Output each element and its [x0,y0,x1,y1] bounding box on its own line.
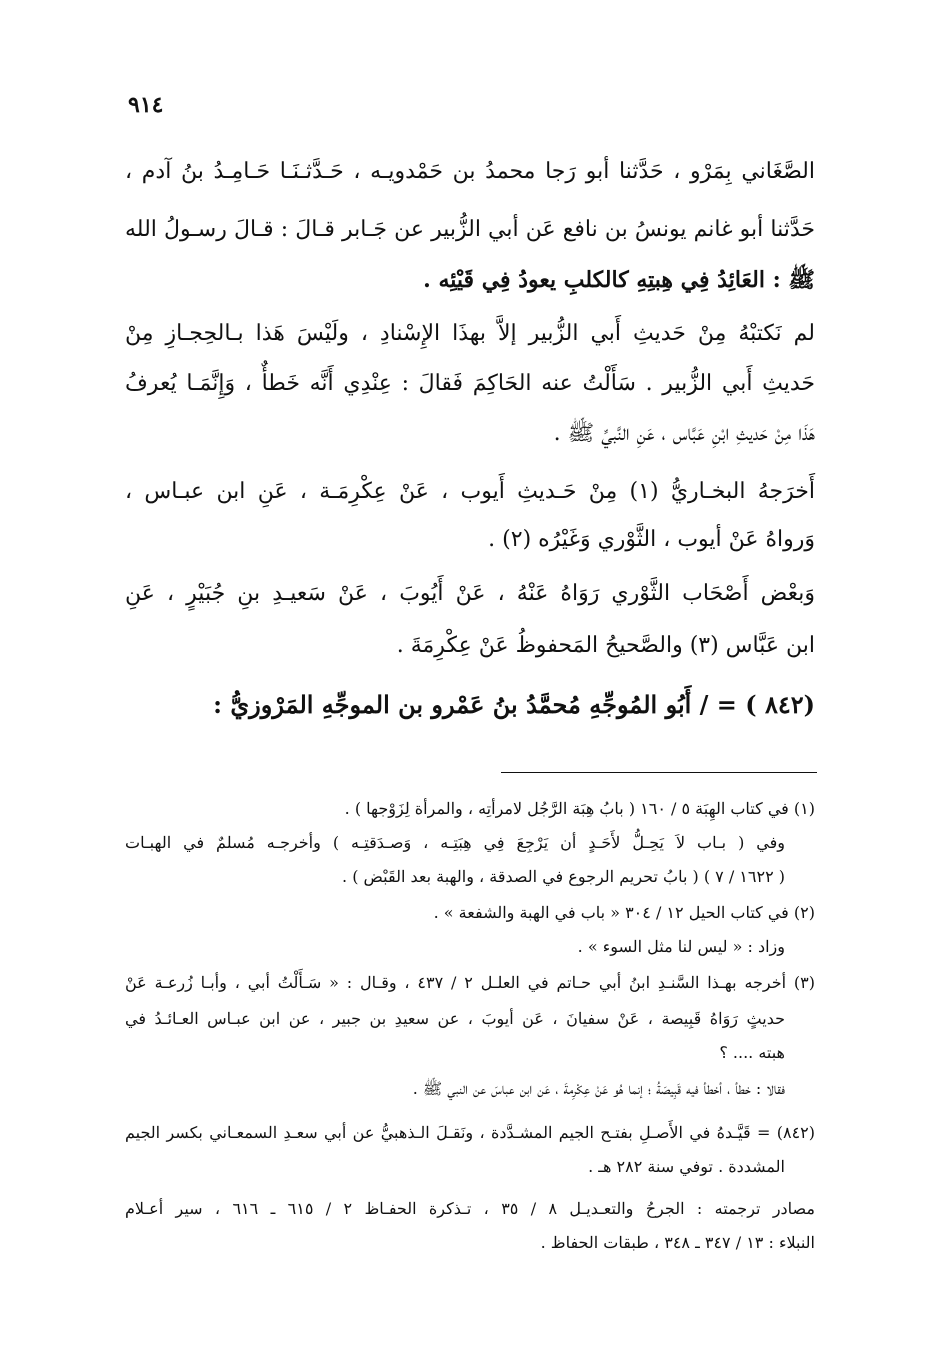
commentary-line-1: لم نَكتبْهُ مِنْ حَديثِ أَبي الزُّبير إلاَّ بهذَا الإِسْنادِ ، ولَيْسَ هَذا بـالحِجـازِ مِنْ [125,321,815,346]
footnote-2-line-2: وزاد : « ليس لنا مثل السوء » . [577,937,785,956]
commentary-line-2: حَديثِ أَبي الزُّبير . سَأَلْتُ عنه الحَاكِمَ فَقالَ : عِنْدِي أَنَّه خَطأٌ ، وَإِنَّمَـا يُعرفُ [125,371,815,396]
footnote-3-line-3: هبته .... ؟ [719,1043,785,1062]
takhrij-line-1: أَخرَجهُ البخـاريُّ (١) مِنْ حَـديثِ أَيوب ، عَنْ عِكْرِمَـة ، عَنِ ابن عبـاس ، [125,479,815,504]
footnote-3-line-4: فقالا : خطأ ، أخطأ فيه قَبِيصَةُ ؛ إنما هُو عَنْ عِكْرِمةَ ، عَن ابن عباسَ عن النبي ﷺ . [412,1079,785,1098]
hadith-chain-line-2: حَدَّثنا أبو غانم يونسُ بن نافع عَن أبي الزُّبير عن جَـابر قـالَ : قـالَ رسـولُ الله [125,217,815,242]
footnote-2-line-1: (٢) في كتاب الحيل ١٢ / ٣٠٤ « باب في الهبة والشفعة » . [433,903,815,922]
footnote-divider [501,772,817,773]
biography-sources-line-1: مصادر ترجمته : الجرحُ والتعـديـل ٨ / ٣٥ ، تـذكرة الحفـاظ ٢ / ٦١٥ ـ ٦١٦ ، سير أعـلام [125,1199,816,1218]
footnote-3-line-2: حديثٍ رَوَاهُ قَبِيصة ، عَنْ سفيانَ ، عَن أيوبَ ، عن سعيدِ بن جبير ، عن ابن عبـاس العـائـدُ في [125,1009,785,1028]
footnote-1-line-1: (١) في كتاب الهِبَة ٥ / ١٦٠ ( بابُ هِبَة الرَّجُل لامرأتِه ، والمرأة لِزَوْجها ) . [344,799,815,818]
hadith-chain-line-1: الصَّغَاني بِمَرْو ، حَدَّثنا أبو رَجا محمدُ بن حَمْدويـه ، حَـدَّثـنَـا حَـامِـدُ بنُ آدم ، [125,159,815,184]
footnote-842-line-2: المشددة . توفي سنة ٢٨٢ هـ . [588,1157,785,1176]
footnote-1-line-3: ( ١٦٢٢ / ٧ ) ( بابُ تحريم الرجوع في الصدقة ، والهبة بعد القَبْض ) . [342,867,785,886]
takhrij-line-2: وَرواهُ عَنْ أيوب ، الثَّوْري وَغَيْرُه (٢) . [488,527,815,552]
biography-sources-line-2: النبلاء : ١٣ / ٣٤٧ ـ ٣٤٨ ، طبقات الحفاظ . [540,1233,815,1252]
entry-heading: (٨٤٢ ) = / أَبُو المُوجِّهِ مُحمَّدُ بنُ عَمْرو بن الموجِّهِ المَرْوزيُّ : [213,690,815,719]
narration-note-line-1: وَبعْض أَصْحَاب الثَّوْري رَوَاهُ عَنْهُ ، عَنْ أَيُوبَ ، عَنْ سَعيـدِ بنِ جُبَيْرٍ ، عَنِ [125,581,815,606]
narration-note-line-2: ابن عَبَّاس (٣) والصَّحيحُ المَحفوظُ عَنْ عِكْرِمَةَ . [396,633,815,658]
footnote-1-line-2: وفي ( بـاب لاَ يَحِـلُّ لأَحَـدٍ أن يَرْجِعَ فِي هِبَتِـه ، وَصـدَقتِـه ) وأخرجـه مُسلمٌ في الهبـات [125,833,785,852]
hadith-text-line: ﷺ : العَائِدُ فِي هِبتِهِ كالكلبِ يعودُ فِي قَيْئِه . [423,267,815,293]
page-number: ٩١٤ [128,92,164,118]
footnote-842-line-1: (٨٤٢) = قَيَّـدهُ في الأَصـلِ بفتـح الجيم المشـدَّدة ، ونَقـلَ الـذهبيُّ عن أبي سعـدِ السمعـاني بكسر الجيم [125,1123,815,1142]
footnote-3-line-1: (٣) أخرجه بهـذا السَّنـدِ ابنُ أبي حـاتم في العلـل ٢ / ٤٣٧ ، وقـال : « سَـأَلْتُ أبي ، وأبـا زُرعـة عَنْ [125,973,815,992]
commentary-line-3: هَذَا مِنْ حَديثِ ابْنِ عَبَّاس ، عَنِ النَّبيِّ ﷺ . [553,421,815,446]
